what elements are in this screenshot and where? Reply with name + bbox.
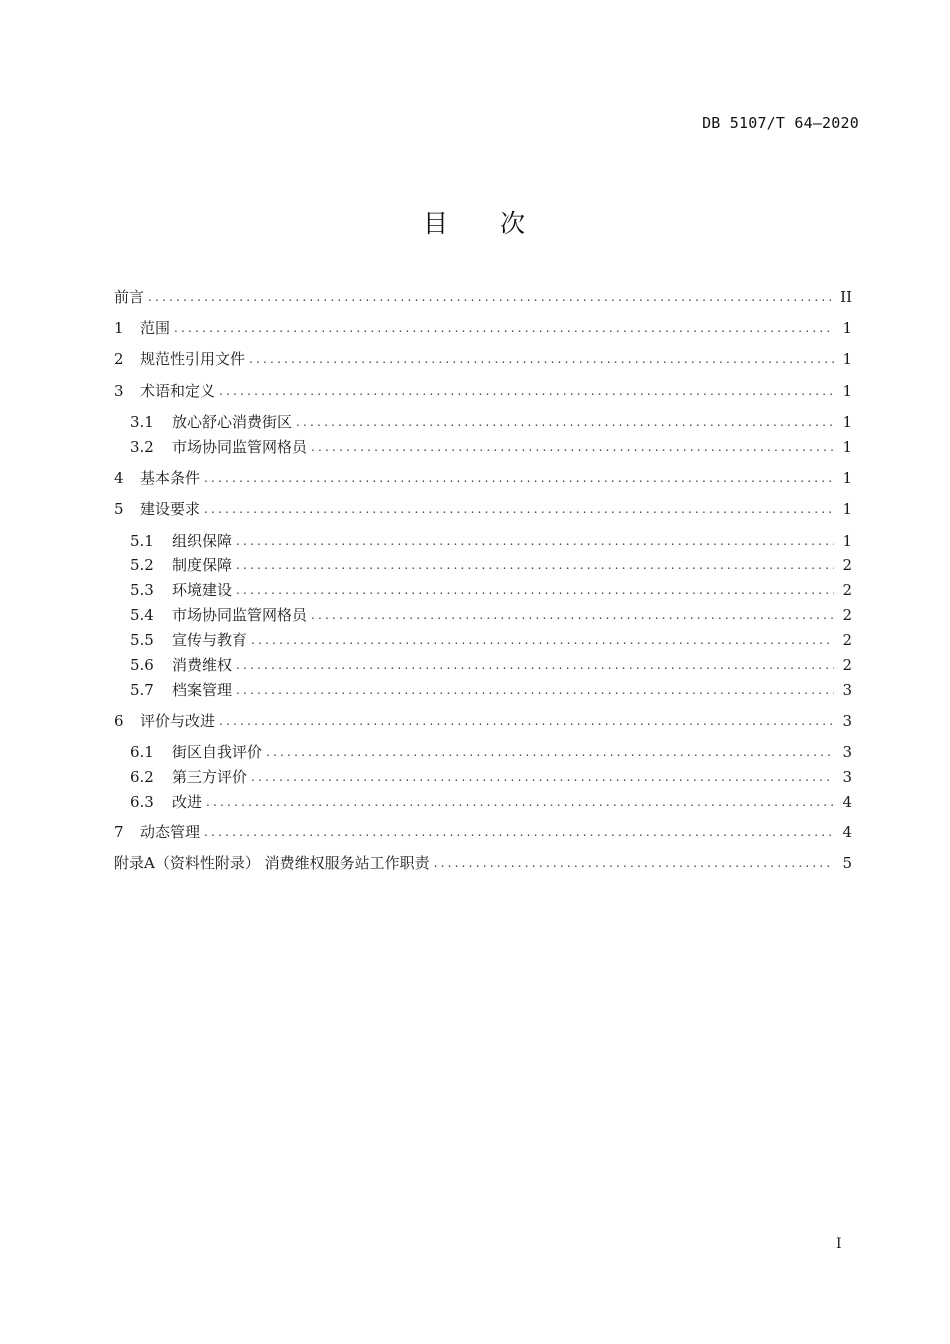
toc-dot-leader xyxy=(204,498,834,520)
toc-entry-title: 改进 xyxy=(172,793,203,811)
toc-entry-title: 建设要求 xyxy=(140,500,201,518)
toc-entry-page: 4 xyxy=(842,823,852,841)
toc-entry-page: 1 xyxy=(842,438,852,456)
toc-entry[interactable] xyxy=(114,348,852,370)
toc-entry-page: 2 xyxy=(842,656,852,674)
toc-entry[interactable] xyxy=(130,554,852,576)
toc-dot-leader xyxy=(251,766,834,788)
toc-entry-page: 1 xyxy=(842,532,852,550)
toc-entry-number: 7 xyxy=(114,823,124,841)
toc-dot-leader xyxy=(236,579,834,601)
toc-dot-leader xyxy=(206,791,834,813)
toc-entry[interactable] xyxy=(114,467,852,489)
toc-entry-title: 环境建设 xyxy=(172,581,233,599)
toc-entry-title: 市场协同监管网格员 xyxy=(172,438,308,456)
toc-dot-leader xyxy=(219,380,834,402)
toc-entry-page: 4 xyxy=(842,793,852,811)
toc-dot-leader xyxy=(266,741,834,763)
toc-entry-page: 1 xyxy=(842,500,852,518)
toc-entry-number: 3 xyxy=(114,382,124,400)
toc-entry[interactable] xyxy=(114,286,852,308)
toc-entry-page: 3 xyxy=(842,681,852,699)
toc-entry-title: 范围 xyxy=(140,319,171,337)
toc-entry[interactable] xyxy=(130,654,852,676)
toc-entry-page: 2 xyxy=(842,606,852,624)
toc-entry-title: 市场协同监管网格员 xyxy=(172,606,308,624)
toc-entry[interactable] xyxy=(130,411,852,433)
page-number: I xyxy=(836,1236,842,1252)
toc-entry[interactable] xyxy=(114,710,852,732)
toc-entry-page: 5 xyxy=(842,854,852,872)
toc-entry-title: 术语和定义 xyxy=(140,382,216,400)
toc-entry-number: 6.1 xyxy=(130,743,154,761)
toc-entry-page: 1 xyxy=(842,469,852,487)
toc-entry[interactable] xyxy=(130,579,852,601)
toc-entry[interactable] xyxy=(130,530,852,552)
toc-entry-title: 组织保障 xyxy=(172,532,233,550)
toc-entry[interactable] xyxy=(130,604,852,626)
toc-entry[interactable] xyxy=(114,380,852,402)
toc-entry-page: 1 xyxy=(842,319,852,337)
toc-dot-leader xyxy=(148,286,834,308)
toc-entry-title: 基本条件 xyxy=(140,469,201,487)
toc-entry-number: 5.1 xyxy=(130,532,154,550)
toc-entry-number: 5.3 xyxy=(130,581,154,599)
toc-entry-page: 2 xyxy=(842,581,852,599)
toc-entry-page: 3 xyxy=(842,768,852,786)
toc-dot-leader xyxy=(249,348,834,370)
toc-entry-number: 5.5 xyxy=(130,631,154,649)
toc-entry[interactable] xyxy=(130,766,852,788)
document-code: DB 5107/T 64—2020 xyxy=(702,114,859,132)
toc-dot-leader xyxy=(236,530,834,552)
toc-entry-number: 3.2 xyxy=(130,438,154,456)
toc-entry-title: 宣传与教育 xyxy=(172,631,248,649)
toc-entry-number: 5.4 xyxy=(130,606,154,624)
toc-entry[interactable] xyxy=(130,629,852,651)
toc-entry-number: 2 xyxy=(114,350,124,368)
toc-entry-number: 5 xyxy=(114,500,124,518)
toc-entry-title: 制度保障 xyxy=(172,556,233,574)
toc-title: 目 次 xyxy=(423,209,547,238)
toc-entry-page: 2 xyxy=(842,556,852,574)
toc-dot-leader xyxy=(434,852,834,874)
toc-entry-number: 4 xyxy=(114,469,124,487)
toc-entry[interactable] xyxy=(130,436,852,458)
toc-entry-number: 5.7 xyxy=(130,681,154,699)
toc-entry-title: 规范性引用文件 xyxy=(140,350,246,368)
toc-entry-page: 3 xyxy=(842,712,852,730)
toc-entry[interactable] xyxy=(114,317,852,339)
toc-entry-page: 1 xyxy=(842,350,852,368)
toc-entry[interactable] xyxy=(114,821,852,843)
toc-dot-leader xyxy=(219,710,834,732)
toc-dot-leader xyxy=(251,629,834,651)
toc-entry-number: 5.2 xyxy=(130,556,154,574)
toc-entry-title: 档案管理 xyxy=(172,681,233,699)
toc-entry-title: 评价与改进 xyxy=(140,712,216,730)
toc-entry-page: 1 xyxy=(842,413,852,431)
toc-dot-leader xyxy=(236,679,834,701)
toc-entry-title: 街区自我评价 xyxy=(172,743,263,761)
toc-dot-leader xyxy=(204,821,834,843)
toc-dot-leader xyxy=(174,317,834,339)
toc-entry[interactable] xyxy=(114,852,852,874)
toc-dot-leader xyxy=(311,604,834,626)
toc-entry-number: 3.1 xyxy=(130,413,154,431)
toc-entry-title: 动态管理 xyxy=(140,823,201,841)
toc-dot-leader xyxy=(296,411,834,433)
toc-entry-title: 附录A（资料性附录） 消费维权服务站工作职责 xyxy=(114,854,430,872)
toc-entry[interactable] xyxy=(130,791,852,813)
toc-entry-number: 1 xyxy=(114,319,124,337)
toc-entry-number: 6.2 xyxy=(130,768,154,786)
toc-entry[interactable] xyxy=(130,679,852,701)
toc-entry-number: 6 xyxy=(114,712,124,730)
toc-entry-page: 2 xyxy=(842,631,852,649)
toc-entry-number: 6.3 xyxy=(130,793,154,811)
toc-dot-leader xyxy=(311,436,834,458)
toc-entry[interactable] xyxy=(130,741,852,763)
toc-entry[interactable] xyxy=(114,498,852,520)
toc-entry-page: 1 xyxy=(842,382,852,400)
toc-dot-leader xyxy=(236,654,834,676)
toc-dot-leader xyxy=(236,554,834,576)
toc-dot-leader xyxy=(204,467,834,489)
toc-entry-page: 3 xyxy=(842,743,852,761)
toc-entry-title: 前言 xyxy=(114,288,145,306)
toc-entry-title: 消费维权 xyxy=(172,656,233,674)
toc-entry-title: 第三方评价 xyxy=(172,768,248,786)
toc-entry-title: 放心舒心消费街区 xyxy=(172,413,293,431)
toc-entry-number: 5.6 xyxy=(130,656,154,674)
toc-entry-page: II xyxy=(840,288,852,306)
